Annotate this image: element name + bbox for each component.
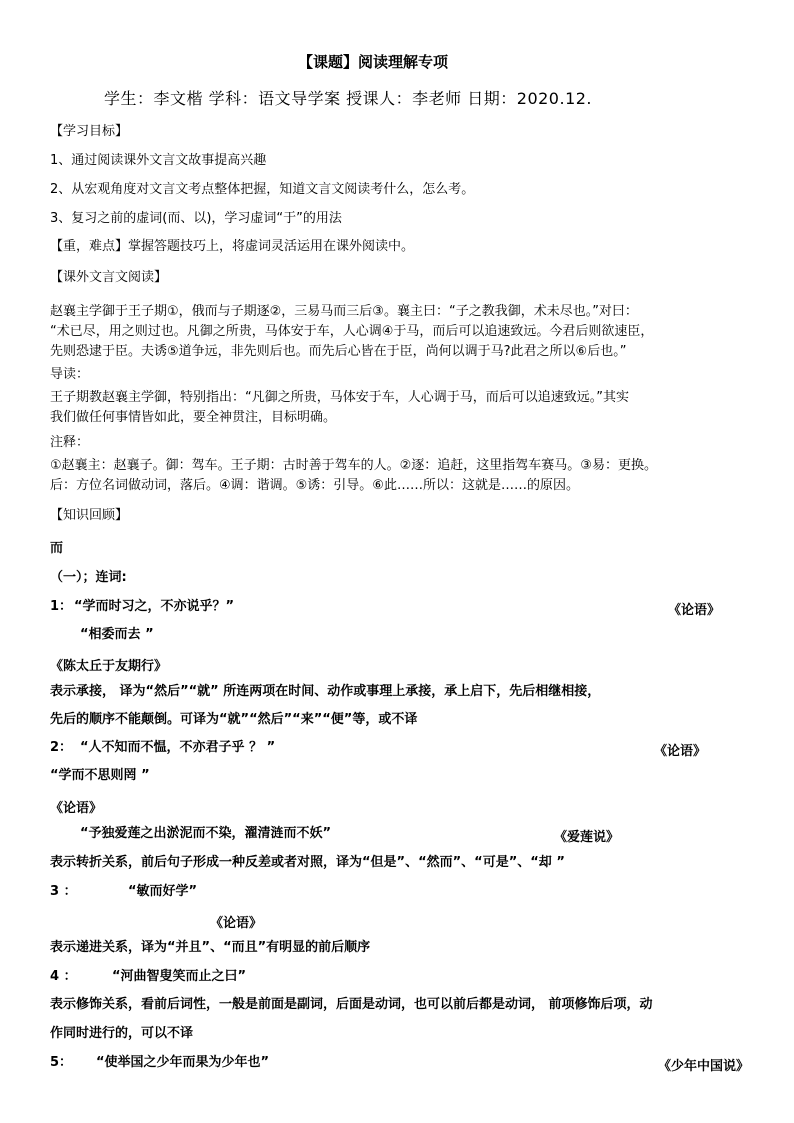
guide-label: 导读： xyxy=(50,367,90,382)
passage-line: 先则恐逮于臣。夫诱⑤道争远，非先则后也。而先后心皆在于臣，尚何以调于马?此君之所以⑥后也。” xyxy=(50,344,627,359)
keyword: 而 xyxy=(50,541,64,556)
passage-line: 赵襄主学御于王子期①，俄而与子期逐②，三易马而三后③。襄主曰：“子之教我御，术未尽也。”对曰： xyxy=(50,304,638,319)
example-number: 1： xyxy=(50,599,73,614)
example-source: 《少年中国说》 xyxy=(658,1059,750,1074)
review-heading: 【知识回顾】 xyxy=(50,508,129,523)
guide-line: 王子期教赵襄主学御，特别指出：“凡御之所贵，马体安于车，人心调于马，而后可以追速致远。”其实 xyxy=(50,390,629,405)
goal-item: 2、从宏观角度对文言文考点整体把握，知道文言文阅读考什么，怎么考。 xyxy=(50,182,475,197)
explanation: 作同时进行的，可以不译 xyxy=(50,1026,194,1041)
example-source: 《陈太丘于友期行》 xyxy=(50,659,168,674)
example-quote: “人不知而不愠，不亦君子乎 ？ ” xyxy=(80,740,276,755)
example-source: 《论语》 xyxy=(50,801,103,816)
example-number: 4 ： xyxy=(50,969,77,984)
example-quote: “学而不思则罔 ” xyxy=(50,768,150,783)
notes-line: ①赵襄主：赵襄子。御：驾车。王子期：古时善于驾车的人。②逐：追赶，这里指驾车赛马。③易：更换。 xyxy=(50,458,657,473)
explanation: 表示转折关系，前后句子形成一种反差或者对照，译为“但是”、“然而”、“可是”、“却 ” xyxy=(50,855,565,870)
example-number: 5： xyxy=(50,1055,73,1070)
example-quote: “学而时习之，不亦说乎？” xyxy=(74,599,235,614)
example-source: 《论语》 xyxy=(668,603,721,618)
example-quote: “相委而去 ” xyxy=(80,627,154,642)
example-quote: “使举国之少年而果为少年也” xyxy=(96,1055,270,1070)
example-quote: “河曲智叟笑而止之曰” xyxy=(112,969,247,984)
goal-item: 1、通过阅读课外文言文故事提高兴趣 xyxy=(50,153,267,168)
example-source: 《论语》 xyxy=(654,744,707,759)
key-points: 【重，难点】掌握答题技巧上，将虚词灵活运用在课外阅读中。 xyxy=(50,239,415,254)
section-heading: （一）；连词: xyxy=(50,570,127,585)
explanation: 表示承接， 译为“然后”“就” 所连两项在时间、动作或事理上承接，承上启下，先后相继相接， xyxy=(50,684,601,699)
example-quote: “敏而好学” xyxy=(128,884,198,899)
goals-heading: 【学习目标】 xyxy=(50,124,129,139)
example-source: 《爱莲说》 xyxy=(554,830,620,845)
explanation: 表示修饰关系，看前后词性，一般是前面是副词，后面是动词，也可以前后都是动词， 前项修饰后项，动 xyxy=(50,997,653,1012)
notes-label: 注释： xyxy=(50,435,90,450)
page-title: 【课题】阅读理解专项 xyxy=(298,53,449,71)
explanation: 先后的顺序不能颠倒。可译为“就”“然后”“来”“便”等，或不译 xyxy=(50,712,418,727)
explanation: 表示递进关系，译为“并且”、“而且”有明显的前后顺序 xyxy=(50,940,371,955)
notes-line: 后：方位名词做动词，落后。④调：谐调。⑤诱：引导。⑥此……所以：这就是……的原因。 xyxy=(50,478,579,493)
example-quote: “予独爱莲之出淤泥而不染，濯清涟而不妖” xyxy=(80,826,332,841)
example-source: 《论语》 xyxy=(210,916,263,931)
guide-line: 我们做任何事情皆如此，要全神贯注，目标明确。 xyxy=(50,410,337,425)
example-number: 3 ： xyxy=(50,884,77,899)
student-info-line: 学生：李文楷 学科：语文导学案 授课人：李老师 日期：2020.12. xyxy=(104,89,593,108)
passage-line: “术已尽，用之则过也。凡御之所贵，马体安于车，人心调④于马，而后可以追速致远。今君后则欲速臣， xyxy=(50,324,654,339)
reading-heading: 【课外文言文阅读】 xyxy=(50,270,168,285)
goal-item: 3、复习之前的虚词(而、以)，学习虚词“于”的用法 xyxy=(50,211,342,226)
example-number: 2： xyxy=(50,740,73,755)
